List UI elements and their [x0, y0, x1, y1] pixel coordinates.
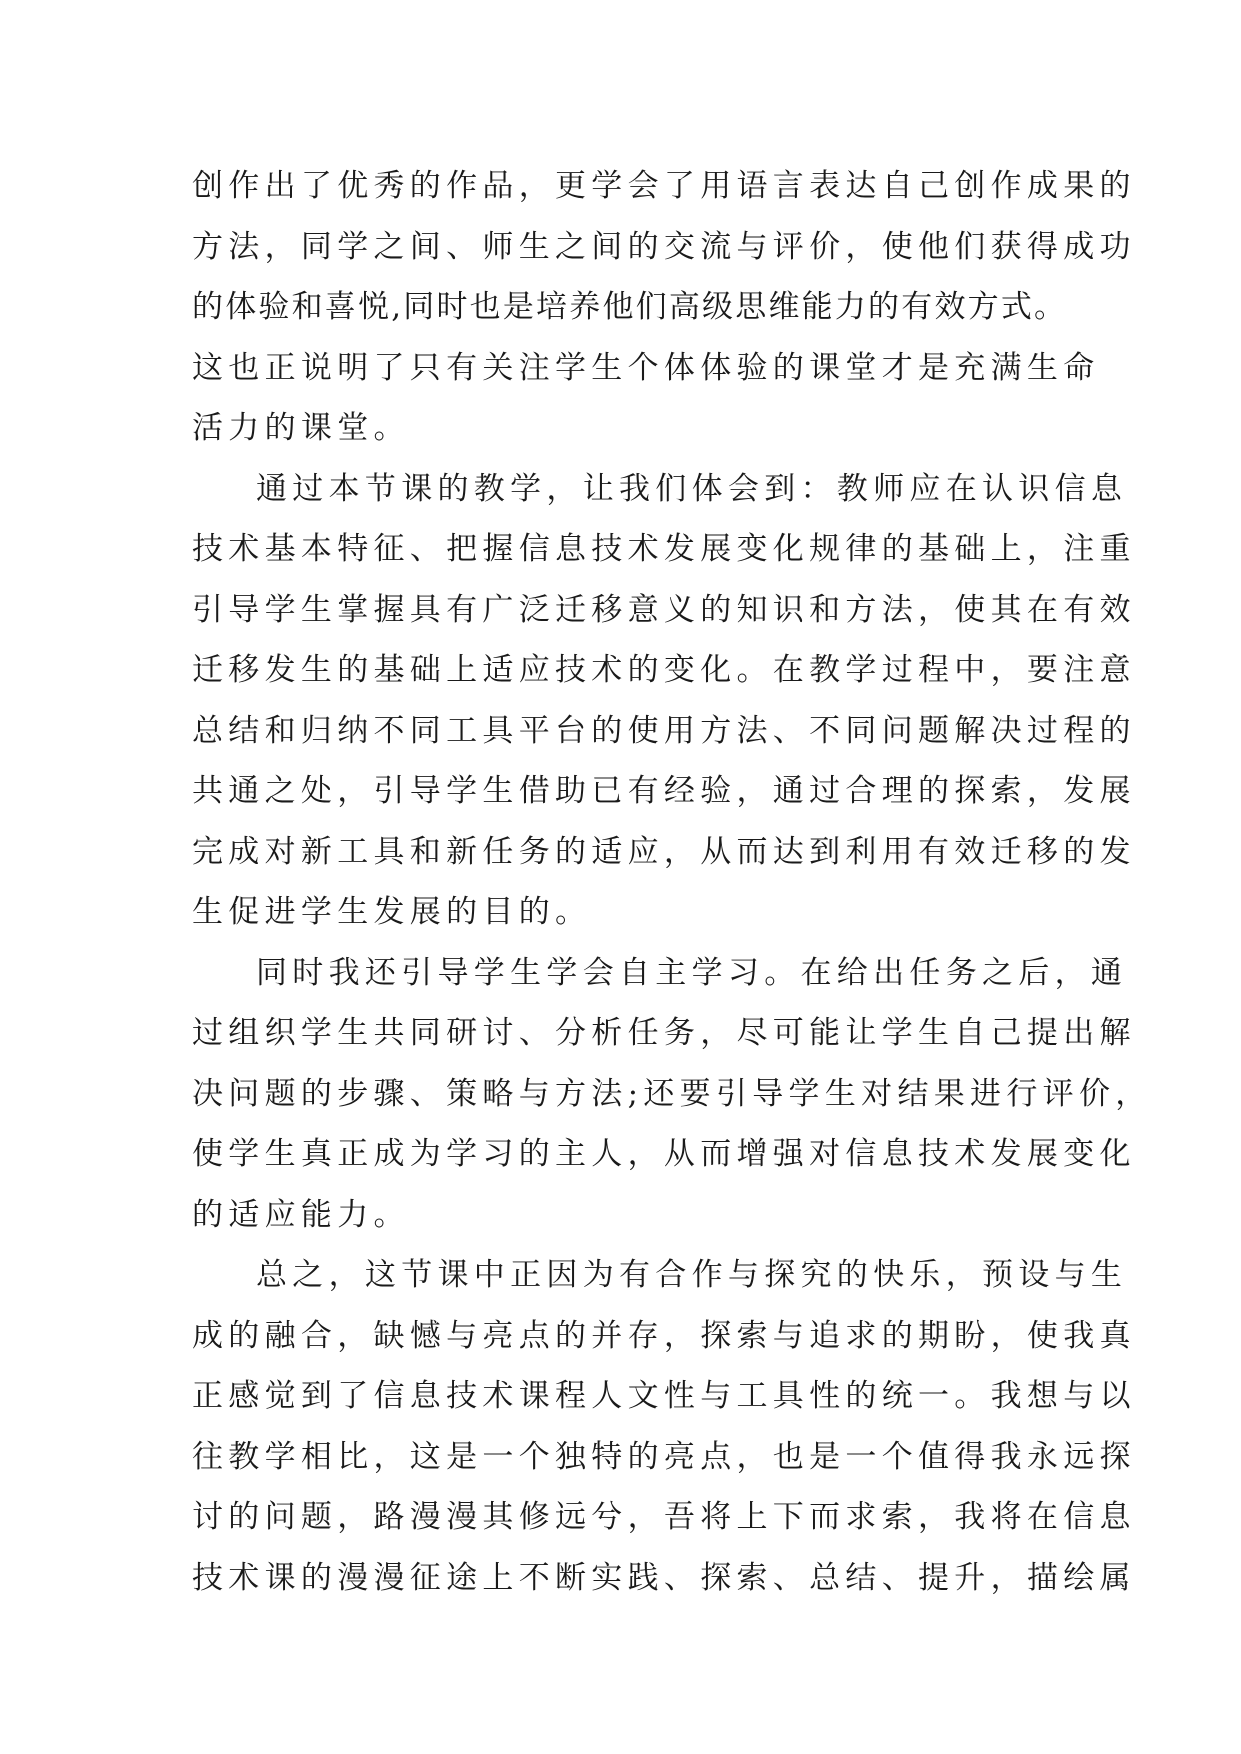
text-line: 迁移发生的基础上适应技术的变化。在教学过程中，要注意	[192, 652, 1136, 688]
text-line: 讨的问题，路漫漫其修远兮，吾将上下而求索，我将在信息	[192, 1499, 1136, 1535]
paragraph-first-line: 通过本节课的教学，让我们体会到：教师应在认识信息	[256, 470, 1128, 507]
text-line: 过组织学生共同研讨、分析任务，尽可能让学生自己提出解	[192, 1015, 1136, 1051]
text-line: 创作出了优秀的作品，更学会了用语言表达自己创作成果的	[192, 168, 1136, 204]
paragraph-first-line: 总之，这节课中正因为有合作与探究的快乐，预设与生	[256, 1257, 1128, 1293]
text-line: 使学生真正成为学习的主人，从而增强对信息技术发展变化	[192, 1136, 1136, 1172]
paragraph-first-line: 同时我还引导学生学会自主学习。在给出任务之后，通	[256, 954, 1128, 991]
text-line: 总结和归纳不同工具平台的使用方法、不同问题解决过程的	[192, 712, 1136, 749]
text-line: 方法，同学之间、师生之间的交流与评价，使他们获得成功	[192, 228, 1136, 265]
text-line: 决问题的步骤、策略与方法;还要引导学生对结果进行评价，	[192, 1075, 1152, 1112]
text-line: 技术基本特征、把握信息技术发展变化规律的基础上，注重	[192, 531, 1136, 567]
text-line: 的适应能力。	[192, 1196, 410, 1233]
text-line: 生促进学生发展的目的。	[192, 894, 592, 930]
text-line: 技术课的漫漫征途上不断实践、探索、总结、提升，描绘属	[192, 1559, 1136, 1596]
text-line: 完成对新工具和新任务的适应，从而达到利用有效迁移的发	[192, 833, 1136, 870]
text-line: 共通之处，引导学生借助已有经验，通过合理的探索，发展	[192, 773, 1136, 809]
text-line: 活力的课堂。	[192, 410, 410, 446]
text-line: 的体验和喜悦,同时也是培养他们高级思维能力的有效方式。	[192, 289, 1068, 325]
text-line: 往教学相比，这是一个独特的亮点，也是一个值得我永远探	[192, 1438, 1136, 1475]
body-text	[192, 156, 1152, 1608]
text-line: 正感觉到了信息技术课程人文性与工具性的统一。我想与以	[192, 1378, 1136, 1414]
text-line: 这也正说明了只有关注学生个体体验的课堂才是充满生命	[192, 349, 1100, 386]
text-line: 引导学生掌握具有广泛迁移意义的知识和方法，使其在有效	[192, 591, 1136, 628]
text-line: 成的融合，缺憾与亮点的并存，探索与追求的期盼，使我真	[192, 1317, 1136, 1354]
